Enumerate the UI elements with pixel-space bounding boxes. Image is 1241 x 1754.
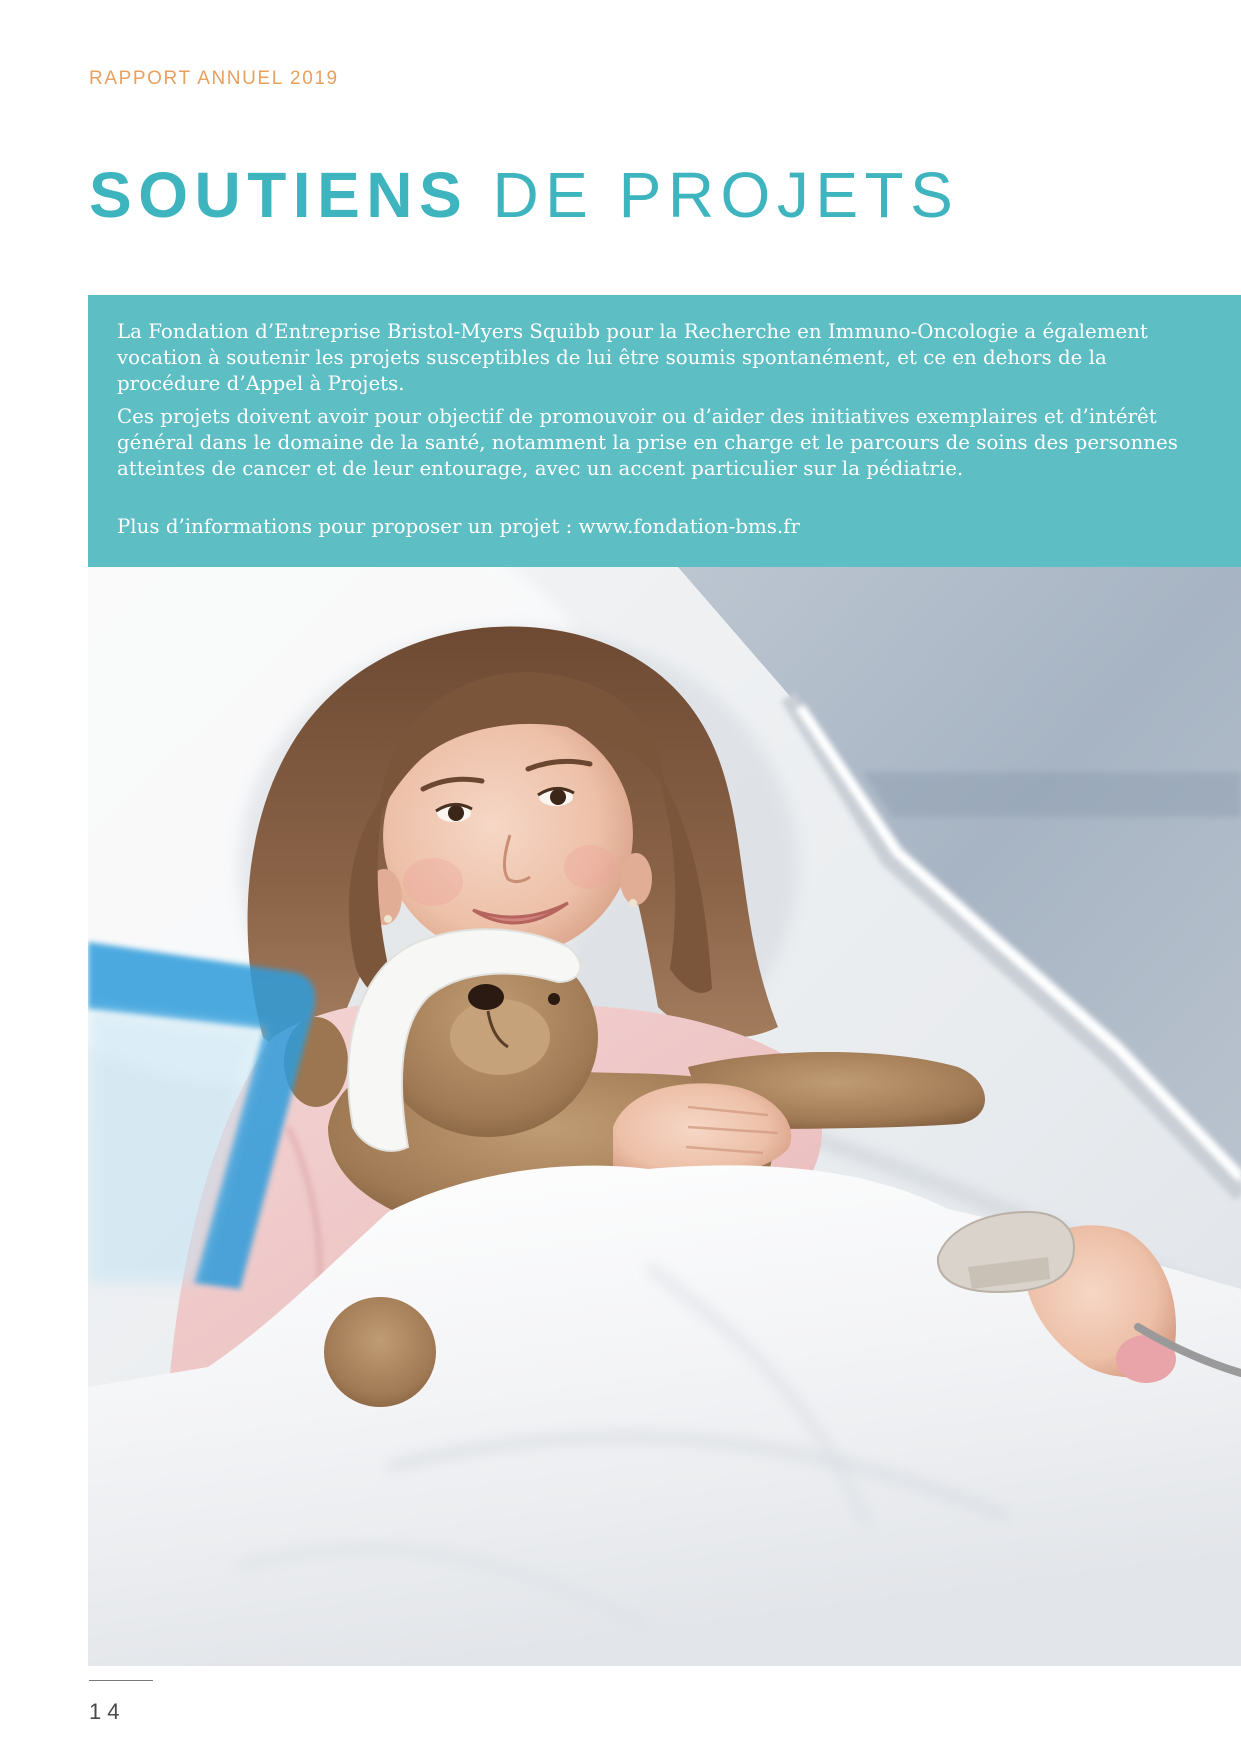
girl-iris-left: [448, 805, 464, 821]
hospital-photo-illustration: [88, 567, 1241, 1666]
page-title-light: DE PROJETS: [492, 159, 960, 231]
report-header-label: RAPPORT ANNUEL 2019: [89, 68, 339, 89]
bear-eye-icon: [548, 993, 560, 1005]
page-number: 14: [89, 1699, 126, 1724]
wall-rail: [863, 772, 1241, 817]
website-url: www.fondation-bms.fr: [578, 515, 800, 538]
page-title: [89, 159, 960, 231]
girl-cheek-left: [403, 858, 463, 906]
intro-paragraph-2-line: atteintes de cancer et de leur entourage, avec un accent particulier sur la pédiatrie.: [117, 457, 964, 480]
bear-nose-icon: [468, 984, 504, 1010]
girl-right-ear: [620, 853, 652, 905]
intro-paragraph-1-line: vocation à soutenir les projets susceptibles de lui être soumis spontanément, et ce en dehors de la: [117, 346, 1107, 369]
earring-left-icon: [384, 915, 392, 923]
intro-paragraph-2: [117, 404, 1241, 482]
girl-iris-right: [550, 789, 566, 805]
more-info-line: [117, 514, 1241, 540]
more-info-label: Plus d’informations pour proposer un projet :: [117, 515, 573, 538]
intro-paragraph-1: [117, 319, 1241, 397]
intro-paragraph-2-line: Ces projets doivent avoir pour objectif de promouvoir ou d’aider des initiatives exemplaires et d’intérêt: [117, 405, 1157, 428]
earring-right-icon: [629, 899, 637, 907]
intro-paragraph-1-line: procédure d’Appel à Projets.: [117, 372, 405, 395]
bear-leg: [324, 1297, 436, 1407]
intro-paragraph-2-line: général dans le domaine de la santé, notamment la prise en charge et le parcours de soins des personnes: [117, 431, 1178, 454]
footer-rule: [89, 1680, 153, 1681]
hospital-photo: [88, 567, 1241, 1666]
intro-paragraph-1-line: La Fondation d’Entreprise Bristol-Myers Squibb pour la Recherche en Immuno-Oncologie a également: [117, 320, 1148, 343]
girl-cheek-right: [564, 845, 616, 889]
bear-snout: [450, 999, 550, 1075]
intro-text-box: [88, 295, 1241, 567]
page-title-bold: SOUTIENS: [89, 159, 469, 231]
